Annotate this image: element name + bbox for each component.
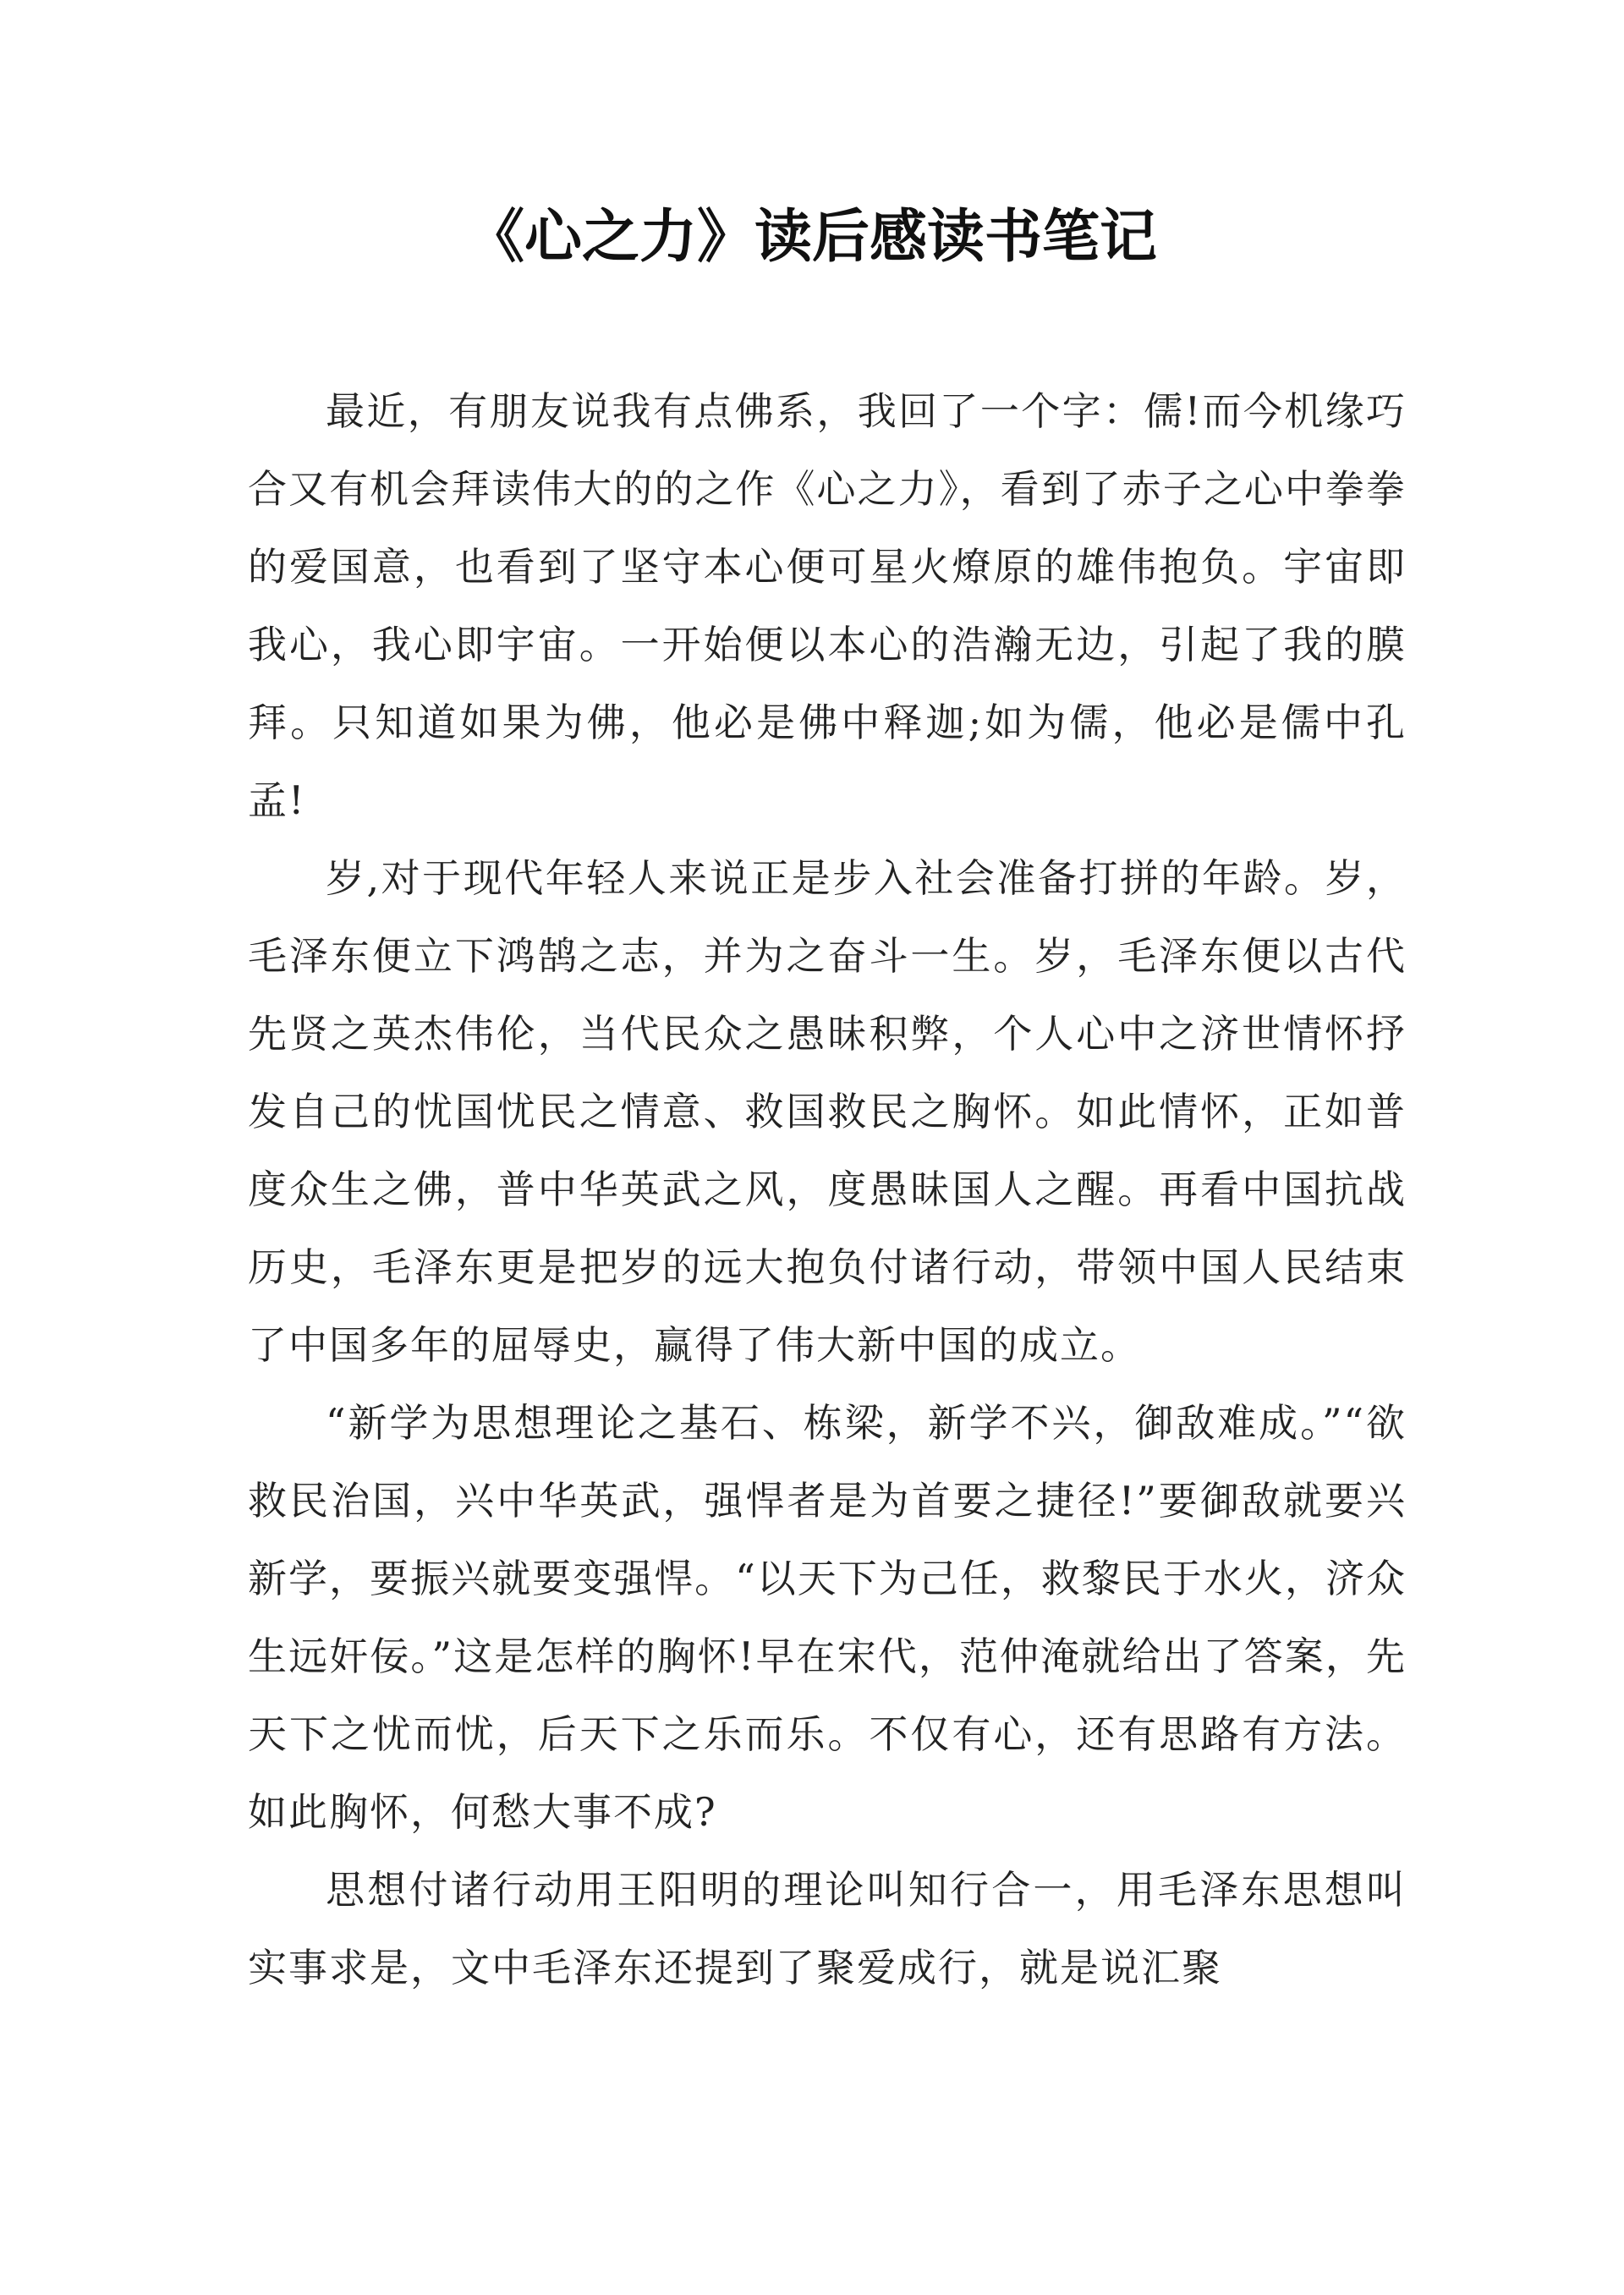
paragraph-2: 岁,对于现代年轻人来说正是步入社会准备打拼的年龄。岁，毛泽东便立下鸿鹄之志，并为之奋斗一生。岁，毛泽东便以古代先贤之英杰伟伦，当代民众之愚昧积弊，个人心中之济世情怀抒发自己的忧国忧民之情意、救国救民之胸怀。如此情怀，正如普度众生之佛，普中华英武之风，度愚昧国人之醒。再看中国抗战历史，毛泽东更是把岁的远大抱负付诸行动，带领中国人民结束了中国多年的屈辱史，赢得了伟大新中国的成立。 [248, 855, 1407, 1368]
document-body [248, 372, 1407, 2007]
paragraph-3: “新学为思想理论之基石、栋梁，新学不兴，御敌难成。”“欲救民治国，兴中华英武，强悍者是为首要之捷径!”要御敌就要兴新学，要振兴就要变强悍。“以天下为己任，救黎民于水火，济众生远奸佞。”这是怎样的胸怀!早在宋代，范仲淹就给出了答案，先天下之忧而忧，后天下之乐而乐。不仅有心，还有思路有方法。如此胸怀，何愁大事不成? [248, 1400, 1407, 1835]
document-title: 《心之力》读后感读书笔记 [466, 203, 1157, 271]
paragraph-1: 最近，有朋友说我有点佛系，我回了一个字：儒!而今机缘巧合又有机会拜读伟大的的之作《心之力》，看到了赤子之心中拳拳的爱国意，也看到了坚守本心便可星火燎原的雄伟抱负。宇宙即我心，我心即宇宙。一开始便以本心的浩瀚无边，引起了我的膜拜。只知道如果为佛，他必是佛中释迦;如为儒，他必是儒中孔孟! [248, 388, 1407, 823]
paragraph-4: 思想付诸行动用王阳明的理论叫知行合一，用毛泽东思想叫实事求是，文中毛泽东还提到了聚爱成行，就是说汇聚 [248, 1867, 1407, 1990]
